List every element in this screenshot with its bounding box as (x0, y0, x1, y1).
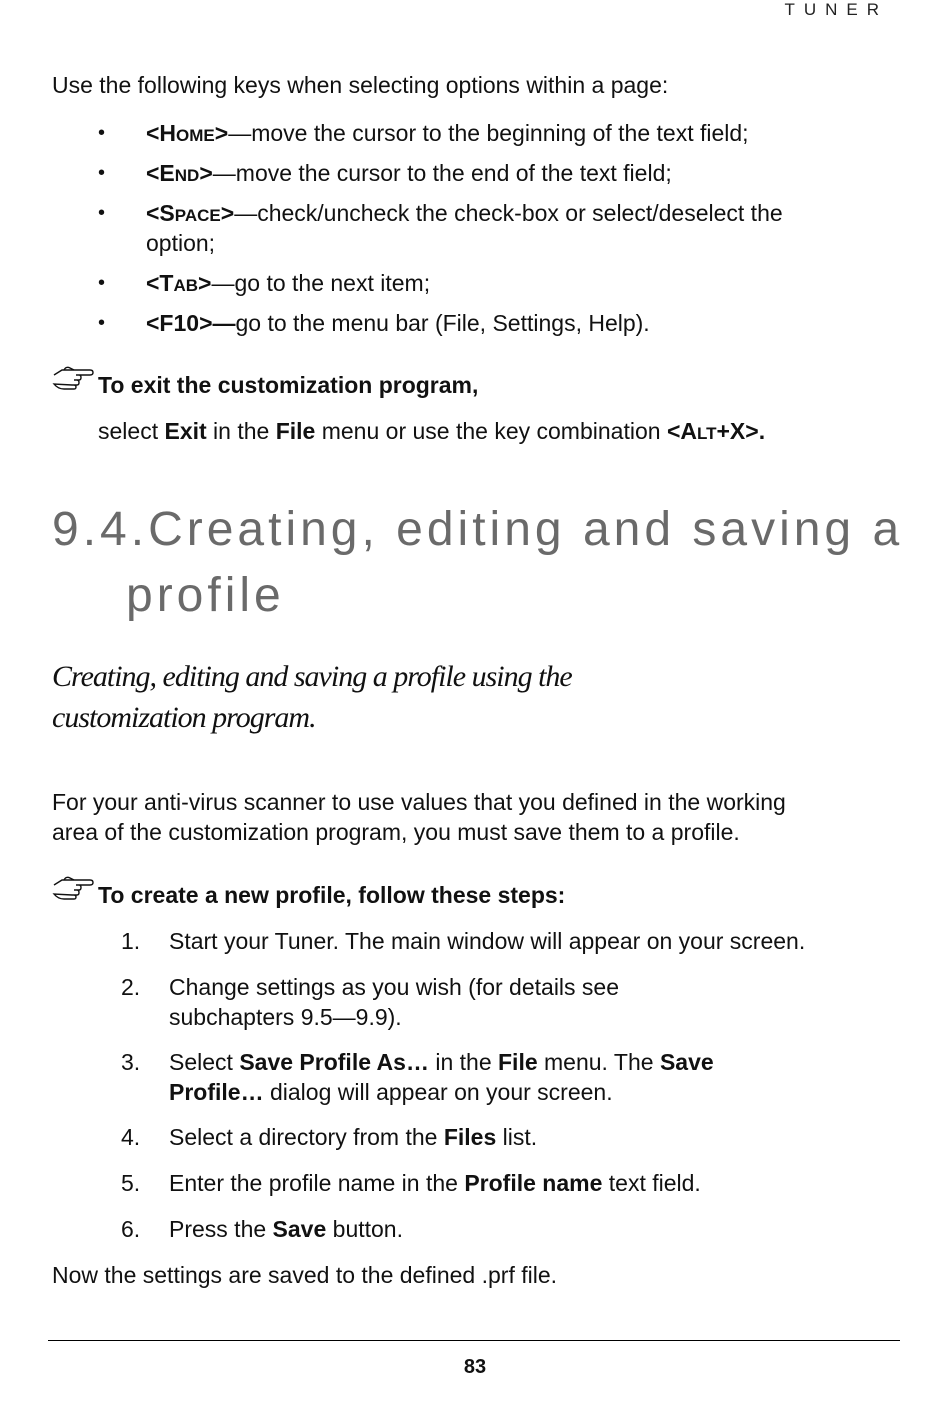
intro-text: Use the following keys when selecting options within a page: (52, 72, 669, 98)
step-number: 4. (121, 1124, 141, 1150)
key-description: —go to the next item; (211, 270, 431, 296)
key-label-smallcaps: PACE (174, 206, 221, 225)
section-subtitle-line2: customization program. (52, 701, 316, 734)
key-label: <H (146, 120, 177, 146)
step-number: 2. (121, 974, 141, 1000)
key-description-continued: option; (146, 230, 216, 256)
key-label-smallcaps: AB (173, 276, 199, 295)
key-label: <S (146, 200, 175, 226)
key-description: —move the cursor to the beginning of the text field; (228, 120, 749, 146)
key-label: <T (146, 270, 174, 296)
step-text: Start your Tuner. The main window will appear on your screen. (169, 928, 806, 954)
step-text-continued: subchapters 9.5—9.9). (169, 1004, 402, 1030)
key-label: <E (146, 160, 175, 186)
section-number: 9.4. (52, 503, 149, 556)
bullet-icon: • (98, 202, 106, 224)
step-number: 3. (121, 1049, 141, 1075)
key-label-close: > (198, 270, 212, 296)
section-title-line2: profile (126, 569, 285, 622)
key-label-close: > (199, 160, 213, 186)
exit-tip-heading: To exit the customization program, (98, 372, 479, 398)
key-label-smallcaps: OME (176, 126, 215, 145)
key-description: go to the menu bar (File, Settings, Help). (235, 310, 650, 336)
pointing-hand-icon (52, 872, 94, 907)
outro-text: Now the settings are saved to the defined .prf file. (52, 1262, 558, 1288)
body-line2: area of the customization program, you must save them to a profile. (52, 819, 740, 845)
section-title-line1: Creating, editing and saving a (148, 503, 904, 556)
step-text: Enter the profile name in the Profile name text field. (169, 1170, 701, 1196)
step-text: Select Save Profile As… in the File menu. The Save (169, 1049, 714, 1075)
running-header: TUNER (784, 0, 888, 19)
key-label-close: > (214, 120, 229, 146)
key-label: <F10>— (146, 310, 236, 336)
step-number: 1. (121, 928, 141, 954)
bullet-icon: • (98, 312, 106, 334)
step-number: 6. (121, 1216, 141, 1242)
section-subtitle-line1: Creating, editing and saving a profile using the (52, 660, 572, 693)
step-number: 5. (121, 1170, 141, 1196)
step-text-continued: Profile… dialog will appear on your screen. (169, 1079, 613, 1105)
step-text: Change settings as you wish (for details see (169, 974, 620, 1000)
footer-divider (48, 1340, 900, 1341)
exit-tip-text: select Exit in the File menu or use the key combination <ALT+X>. (98, 418, 766, 444)
key-label-smallcaps: ND (174, 166, 200, 185)
bullet-icon: • (98, 162, 106, 184)
key-description: —move the cursor to the end of the text field; (212, 160, 672, 186)
bullet-icon: • (98, 122, 106, 144)
pointing-hand-icon (52, 362, 94, 397)
bullet-icon: • (98, 272, 106, 294)
step-text: Press the Save button. (169, 1216, 403, 1242)
create-tip-heading: To create a new profile, follow these steps: (98, 882, 566, 908)
key-description: —check/uncheck the check-box or select/deselect the (234, 200, 783, 226)
section-heading (52, 498, 903, 562)
page-number: 83 (463, 1356, 487, 1378)
key-label-close: > (220, 200, 235, 226)
body-line1: For your anti-virus scanner to use values that you defined in the working (52, 789, 786, 815)
step-text: Select a directory from the Files list. (169, 1124, 538, 1150)
